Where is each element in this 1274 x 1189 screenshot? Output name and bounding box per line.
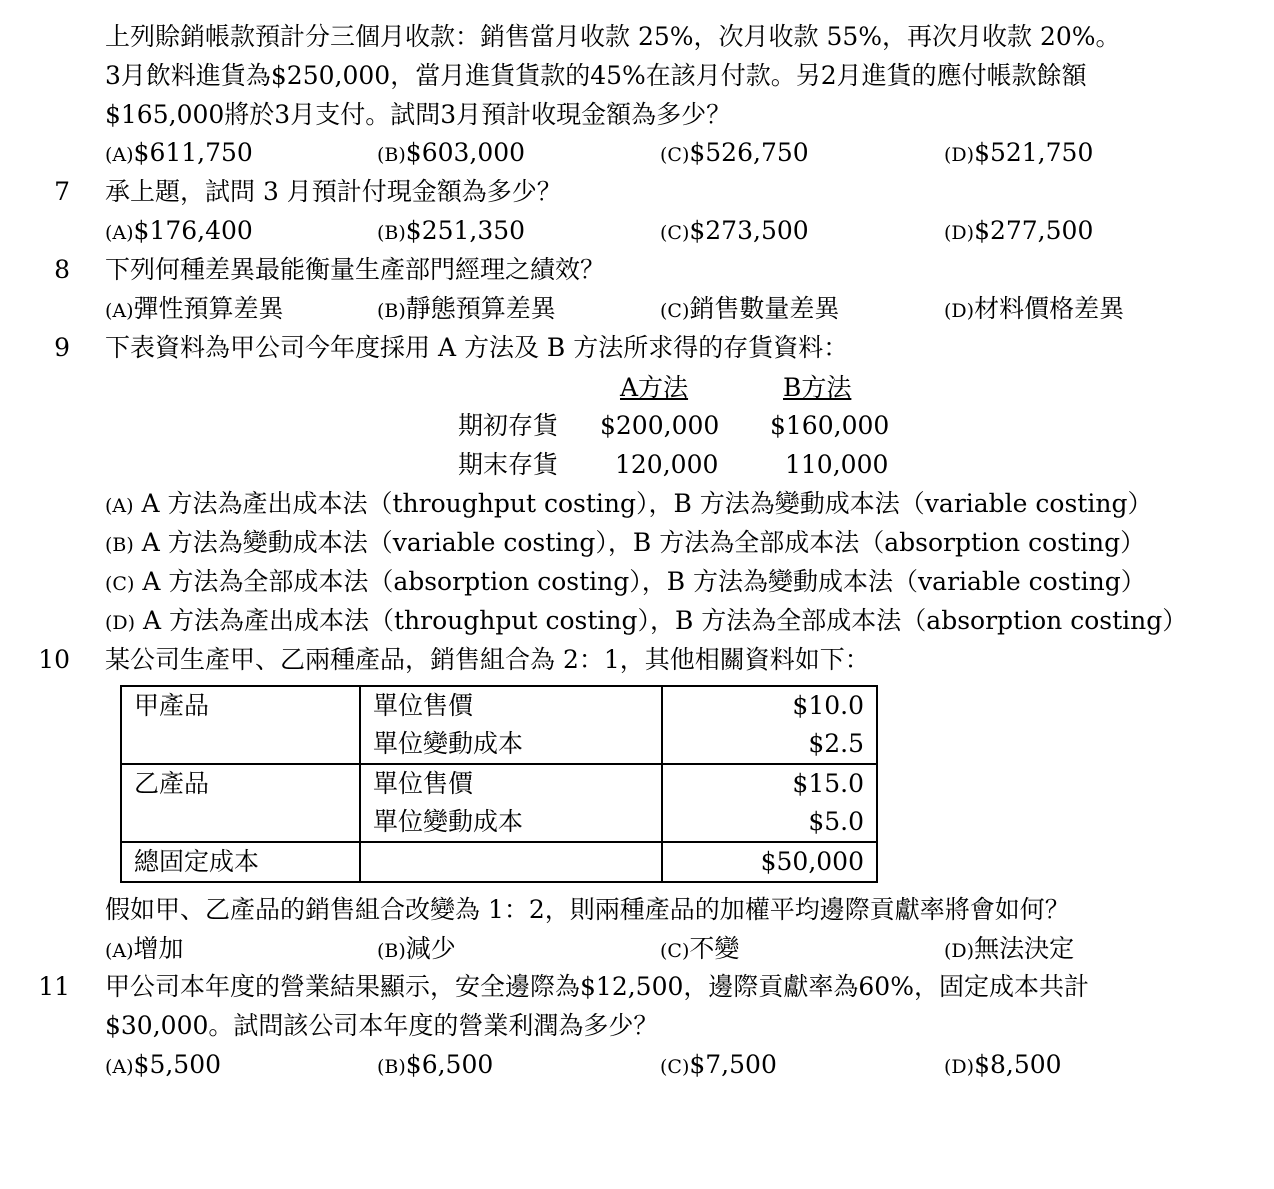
product1-labels [360,686,662,764]
product2-price-label: 單位售價 [373,769,474,798]
q11-option-c[interactable]: (C)$7,500 [660,1050,777,1079]
q11-option-a[interactable]: (A)$5,500 [105,1050,222,1079]
fixed-cost-value: $50,000 [662,842,877,882]
q11-text-line-2: $30,000。試問該公司本年度的營業利潤為多少？ [105,1011,659,1040]
q6-option-b[interactable]: (B)$603,000 [377,138,526,167]
q10-text: 某公司生產甲、乙兩種產品，銷售組合為 2：1，其他相關資料如下： [105,645,870,674]
table-row [121,764,877,842]
product1-values [662,686,877,764]
product2-price: $15.0 [792,769,864,798]
q9-row-b-value: 110,000 [785,450,889,479]
q8-option-a[interactable]: (A)彈性預算差異 [105,294,284,323]
q9-row-a-value: $200,000 [600,411,720,440]
q8-option-c[interactable]: (C)銷售數量差異 [660,294,840,323]
q10-option-a[interactable]: (A)增加 [105,934,184,963]
q9-row-a-value: 120,000 [615,450,719,479]
q11-number: 11 [38,972,70,1001]
table-row [121,686,877,764]
q9-option-b[interactable]: (B) A 方法為變動成本法（variable costing），B 方法為全部成本法（absorption costing） [105,528,1146,557]
q9-row-label: 期末存貨 [458,450,559,479]
q8-text: 下列何種差異最能衡量生產部門經理之績效？ [105,255,606,284]
product2-labels [360,764,662,842]
q7-option-a[interactable]: (A)$176,400 [105,216,253,245]
table-row [121,842,877,882]
q11-option-d[interactable]: (D)$8,500 [944,1050,1062,1079]
q7-option-d[interactable]: (D)$277,500 [944,216,1094,245]
q8-number: 8 [54,255,70,284]
product2-vc: $5.0 [808,807,864,836]
q9-col-b-header: B方法 [783,373,852,402]
q8-options [105,289,1255,328]
fixed-cost-empty [360,842,662,882]
q6-option-d[interactable]: (D)$521,750 [944,138,1094,167]
q8-option-b[interactable]: (B)靜態預算差異 [377,294,556,323]
q7-options [105,211,1255,250]
product1-price: $10.0 [792,691,864,720]
q9-option-c[interactable]: (C) A 方法為全部成本法（absorption costing），B 方法為變動成本法（variable costing） [105,567,1146,596]
q10-question: 假如甲、乙產品的銷售組合改變為 1：2，則兩種產品的加權平均邊際貢獻率將會如何？ [105,895,1070,924]
q6-option-c[interactable]: (C)$526,750 [660,138,809,167]
q7-number: 7 [54,177,70,206]
q7-option-c[interactable]: (C)$273,500 [660,216,809,245]
product1-name: 甲產品 [121,686,360,764]
q10-options [105,929,1255,968]
q10-option-b[interactable]: (B)減少 [377,934,456,963]
q6-text-line-3: $165,000將於3月支付。試問3月預計收現金額為多少？ [105,100,732,129]
q10-product-table [120,685,878,883]
product1-price-label: 單位售價 [373,691,474,720]
q11-option-b[interactable]: (B)$6,500 [377,1050,494,1079]
q9-col-a-header: A方法 [620,373,689,402]
product1-vc: $2.5 [808,729,864,758]
q6-options [105,133,1255,172]
q9-option-a[interactable]: (A) A 方法為產出成本法（throughput costing），B 方法為變動成本法（variable costing） [105,489,1153,518]
q7-option-b[interactable]: (B)$251,350 [377,216,526,245]
q7-text: 承上題，試問 3 月預計付現金額為多少？ [105,177,562,206]
q9-text: 下表資料為甲公司今年度採用 A 方法及 B 方法所求得的存貨資料： [105,333,849,362]
q10-option-c[interactable]: (C)不變 [660,934,740,963]
q11-options [105,1045,1255,1084]
q9-row-b-value: $160,000 [770,411,890,440]
q9-option-d[interactable]: (D) A 方法為產出成本法（throughput costing），B 方法為全部成本法（absorption costing） [105,606,1188,635]
q6-text-line-1: 上列賒銷帳款預計分三個月收款：銷售當月收款 25%，次月收款 55%，再次月收款 20%。 [105,22,1121,51]
product2-name: 乙產品 [121,764,360,842]
q11-text-line-1: 甲公司本年度的營業結果顯示，安全邊際為$12,500，邊際貢獻率為60%，固定成本共計 [105,972,1089,1001]
product2-vc-label: 單位變動成本 [373,807,524,836]
product1-vc-label: 單位變動成本 [373,729,524,758]
q9-row-label: 期初存貨 [458,411,559,440]
fixed-cost-label: 總固定成本 [121,842,360,882]
q6-text-line-2: 3月飲料進貨為$250,000，當月進貨貨款的45%在該月付款。另2月進貨的應付帳款餘額 [105,61,1087,90]
product2-values [662,764,877,842]
q10-option-d[interactable]: (D)無法決定 [944,934,1075,963]
q8-option-d[interactable]: (D)材料價格差異 [944,294,1125,323]
q6-option-a[interactable]: (A)$611,750 [105,138,253,167]
q10-number: 10 [38,645,70,674]
q9-number: 9 [54,333,70,362]
